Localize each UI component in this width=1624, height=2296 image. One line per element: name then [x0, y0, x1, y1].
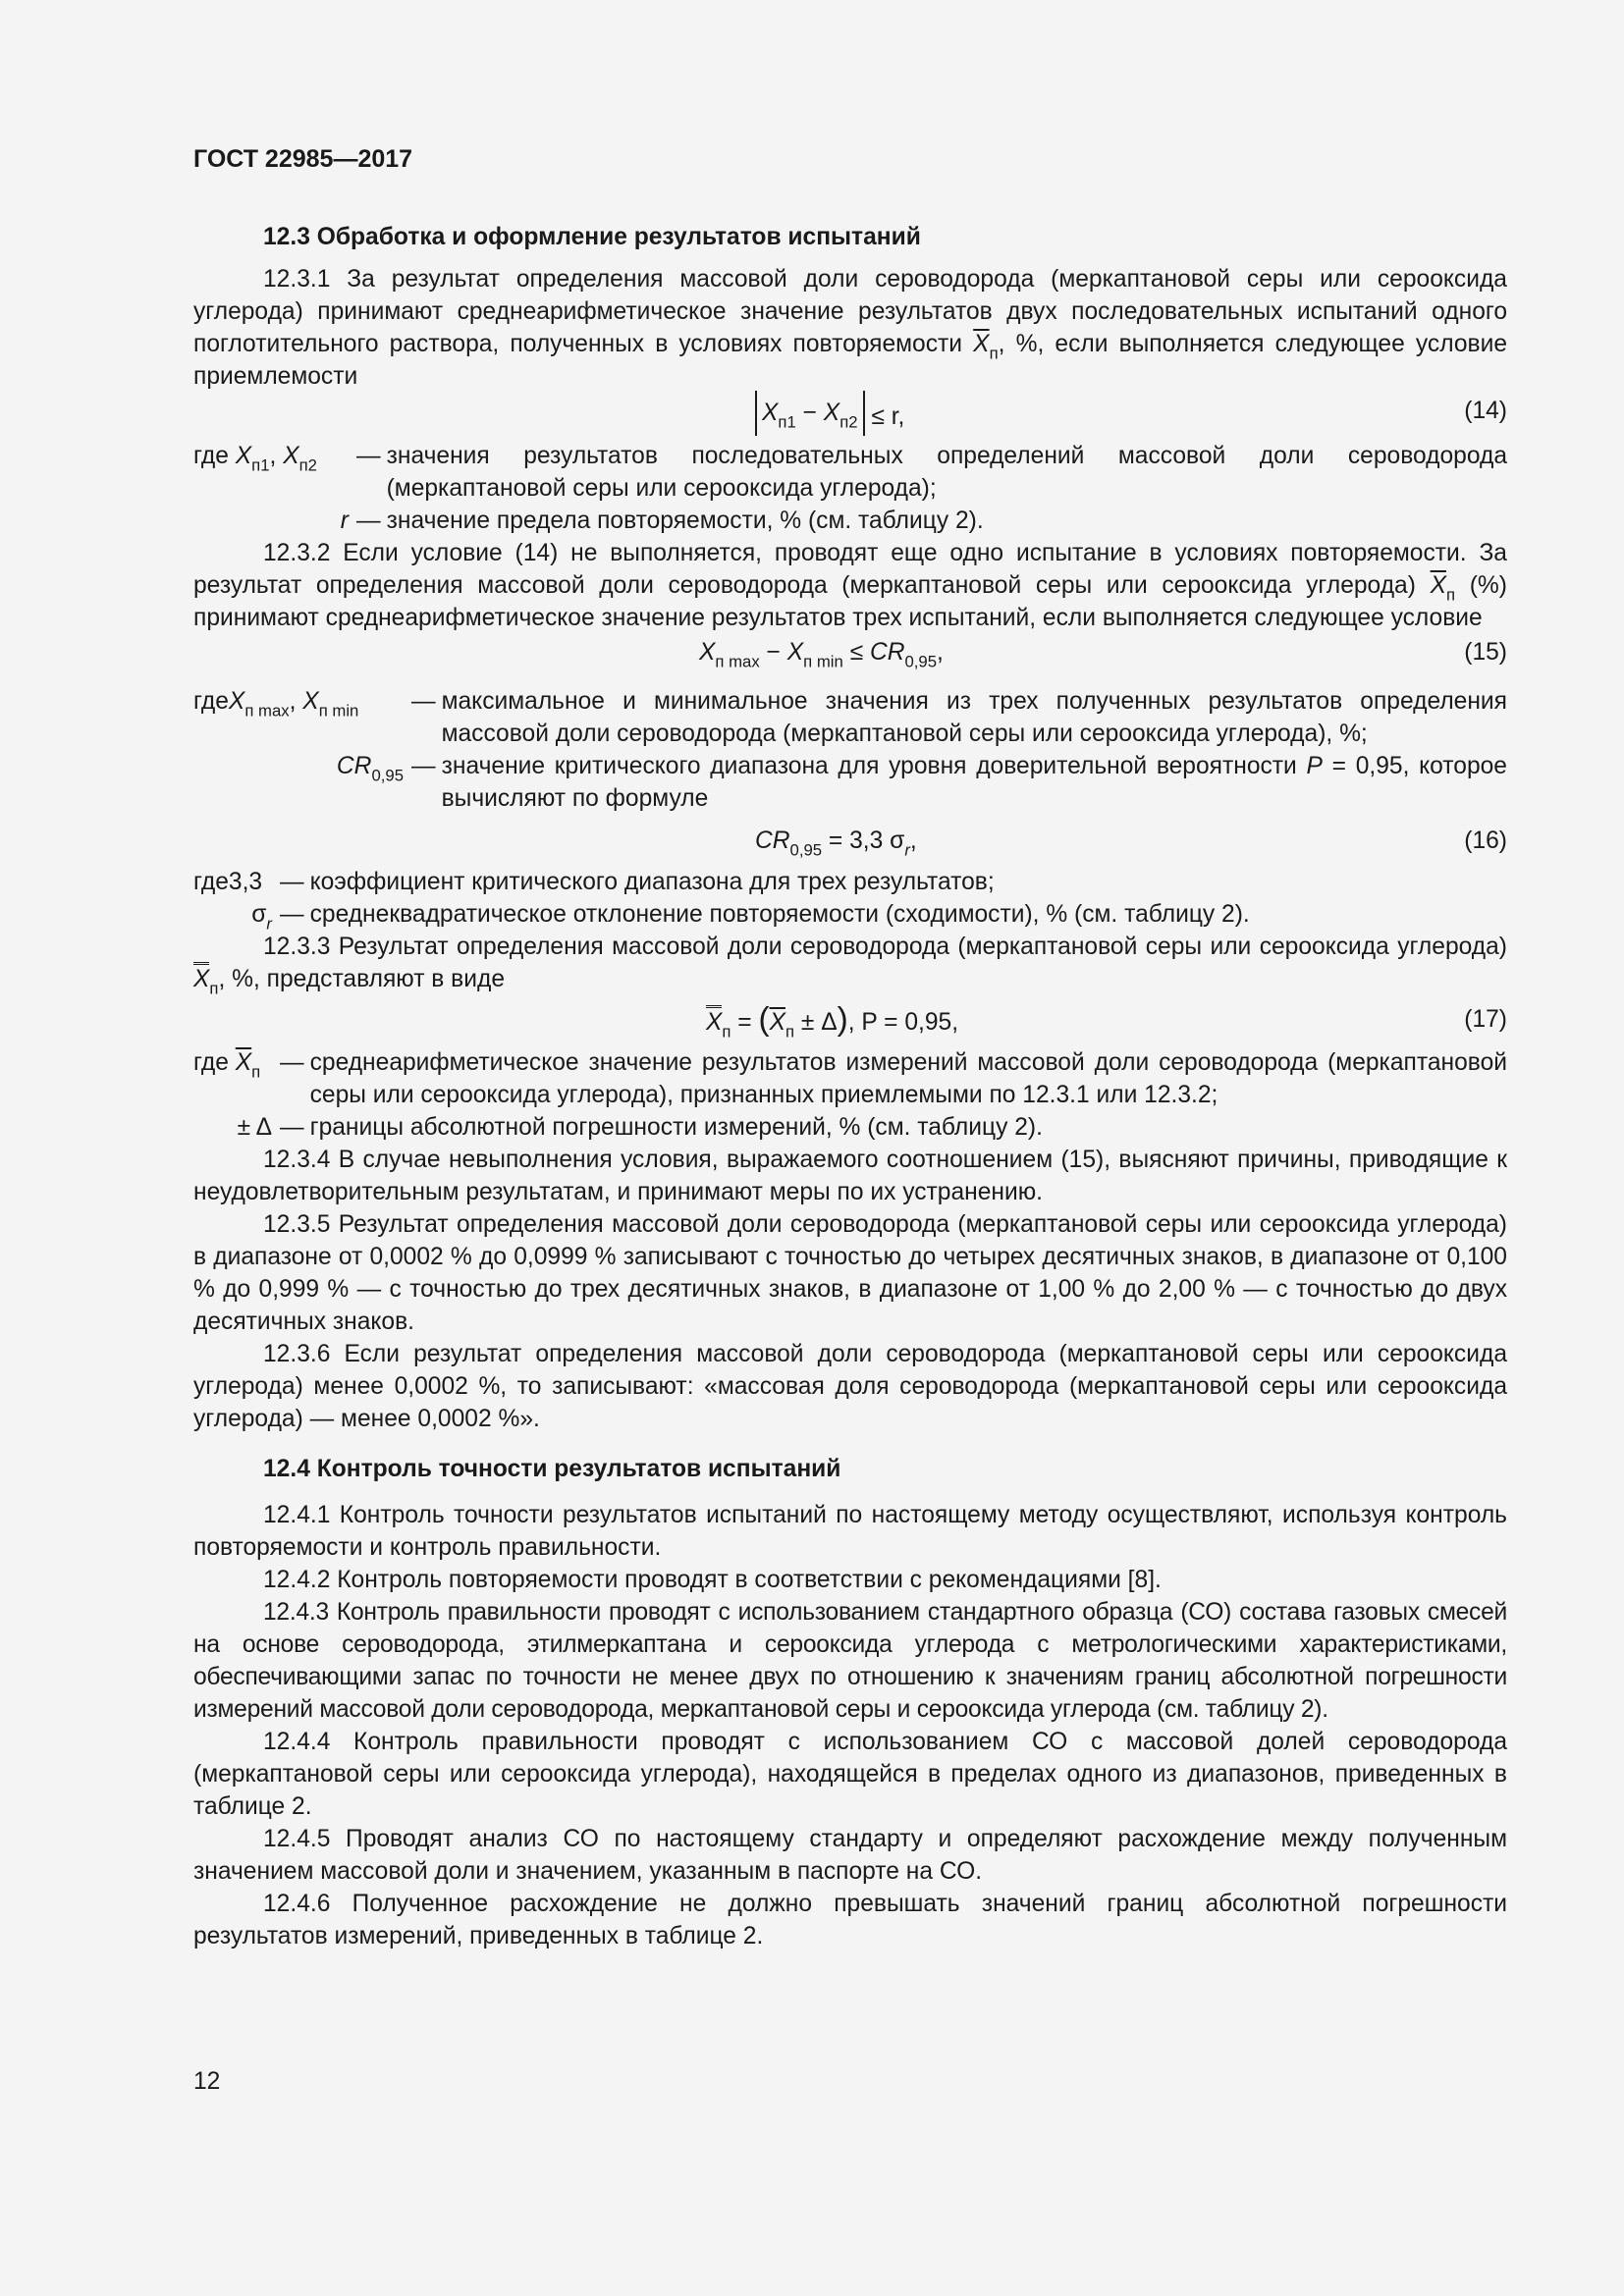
absolute-value-bars: $X_{п1} - X_{п2}$ [755, 391, 865, 436]
paragraph-12-4-6: 12.4.6 Полученное расхождение не должно превышать значений границ абсолютной погрешности результатов измерений, приведенных в таблице 2. [193, 1891, 1507, 1949]
where-15-desc-2: значение критического диапазона для уровня доверительной вероятности P = 0,95, которое вычисляют по формуле [441, 753, 1507, 812]
paragraph-12-4-5: 12.4.5 Проводят анализ СО по настоящему стандарту и определяют расхождение между полученным значением массовой доли и значением, указанным в паспорте на СО. [193, 1826, 1507, 1885]
formula-14 [193, 395, 1507, 432]
paragraph-12-3-3: 12.3.3 Результат определения массовой доли сероводорода (меркаптановой серы или серооксида углерода) $X_п$, %, представляют в виде [193, 934, 1507, 998]
where-17-desc-2: границы абсолютной погрешности измерений, % (см. таблицу 2). [309, 1114, 1043, 1141]
formula-15: $X_{п max} - X_{п min} \le CR_{0,95}$, (15) [193, 636, 1507, 673]
formula-number-16: (16) [1464, 828, 1507, 854]
formula-16: $CR_{0,95} = 3,3$ $\sigma_r$, (16) [193, 825, 1507, 862]
paragraph-12-4-2: 12.4.2 Контроль повторяемости проводят в соответствии с рекомендациями [8]. [263, 1567, 1162, 1593]
section-title-12-3: 12.3 Обработка и оформление результатов испытаний [263, 224, 921, 250]
symbol-x-mean: $\overline{X}$ [973, 331, 990, 357]
where-17-desc-1: среднеарифметическое значение результатов измерений массовой доли сероводорода (меркаптановой серы или серооксида углерода), признанных приемлемыми по 12.3.1 или 12.3.2; [309, 1049, 1507, 1108]
paragraph-12-3-6: 12.3.6 Если результат определения массовой доли сероводорода (меркаптановой серы или серооксида углерода) менее 0,0002 %, то записывают: «массовая доля сероводорода (меркаптановой серы или серооксида углерода) — менее 0,0002 %». [193, 1341, 1507, 1432]
where-block-17: где $\overline{X}_п$ — среднеарифметическое значение результатов измерений массовой доли сероводорода (меркаптановой серы или серооксида углерода), признанных приемлемыми по 12.3.1 или 12.3.2; ± Δ — границы абсолютной погрешности измерений, % (см. таблицу 2). [193, 1046, 1507, 1144]
where-block-14: где $X_{п1}$, $X_{п2}$ — значения результатов последовательных определений массовой доли сероводорода (меркаптановой серы или серооксида углерода); r — значение предела повторяемости, % (см. таблицу 2). [193, 440, 1507, 537]
standard-header: ГОСТ 22985—2017 [193, 145, 413, 173]
page-number: 12 [193, 2068, 221, 2095]
formula-number-17: (17) [1464, 1006, 1507, 1033]
section-title-12-4: 12.4 Контроль точности результатов испытаний [263, 1456, 841, 1482]
paragraph-12-3-2: 12.3.2 Если условие (14) не выполняется, проводят еще одно испытание в условиях повторяемости. За результат определения массовой доли сероводорода (меркаптановой серы или серооксида углерода) $\overline{X}_п$ (%) принимают среднеарифметическое значение результатов трех испытаний, если выполняется следующее условие [193, 540, 1507, 631]
where-16-desc-1: коэффициент критического диапазона для трех результатов; [309, 869, 995, 895]
paragraph-12-3-4: 12.3.4 В случае невыполнения условия, выражаемого соотношением (15), выясняют причины, приводящие к неудовлетворительным результатам, и принимают меры по их устранению. [193, 1147, 1507, 1205]
where-14-desc-2: значение предела повторяемости, % (см. таблицу 2). [386, 507, 984, 534]
paragraph-12-4-1: 12.4.1 Контроль точности результатов испытаний по настоящему методу осуществляют, используя контроль повторяемости и контроль правильности. [193, 1502, 1507, 1561]
where-block-15: гдеX$_{п max}$, $X_{п min}$ — максимальное и минимальное значения из трех полученных результатов определения массовой доли сероводорода (меркаптановой серы или серооксида углерода), %; $CR_{0,95}$ — значение критического диапазона для уровня доверительной вероятности P = 0,95, которое вычисляют по формуле [193, 685, 1507, 815]
formula-number-14: (14) [1464, 398, 1507, 424]
paragraph-12-3-1: 12.3.1 За результат определения массовой доли сероводорода (меркаптановой серы или серооксида углерода) принимают среднеарифметическое значение результатов двух последовательных испытаний одного поглотительного раствора, полученных в условиях повторяемости $\overline{X}_п$, %, если выполняется следующее условие приемлемости [193, 266, 1508, 390]
formula-14-tail: ≤ r, [864, 403, 905, 430]
where-14-desc-1: значения результатов последовательных определений массовой доли сероводорода (меркаптановой серы или серооксида углерода); [386, 443, 1507, 502]
paragraph-12-3-5: 12.3.5 Результат определения массовой доли сероводорода (меркаптановой серы или серооксида углерода) в диапазоне от 0,0002 % до 0,0999 % записывают с точностью до четырех десятичных знаков, в диапазоне от 0,100 % до 0,999 % — с точностью до трех десятичных знаков, в диапазоне от 1,00 % до 2,00 % — с точностью до двух десятичных знаков. [193, 1211, 1507, 1335]
paragraph-12-4-3: 12.4.3 Контроль правильности проводят с использованием стандартного образца (СО) состава газовых смесей на основе сероводорода, этилмеркаптана и серооксида углерода с метрологическими характеристиками, обеспечивающими запас по точности не менее двух по отношению к значениям границ абсолютной погрешности измерений массовой доли сероводорода, меркаптановой серы и серооксида углерода (см. таблицу 2). [193, 1599, 1507, 1723]
where-16-desc-2: среднеквадратическое отклонение повторяемости (сходимости), % (см. таблицу 2). [309, 901, 1250, 928]
paragraph-12-4-4: 12.4.4 Контроль правильности проводят с использованием СО с массовой долей сероводорода (меркаптановой серы или серооксида углерода), находящейся в пределах одного из диапазонов, приведенных в таблице 2. [193, 1729, 1507, 1820]
page-content [193, 142, 1507, 1952]
where-block-16: где3,3 — коэффициент критического диапазона для трех результатов; $\sigma_r$ — среднеквадратическое отклонение повторяемости (сходимости), % (см. таблицу 2). [193, 866, 1507, 931]
where-15-desc-1: максимальное и минимальное значения из трех полученных результатов определения массовой доли сероводорода (меркаптановой серы или серооксида углерода), %; [441, 688, 1507, 747]
formula-17: $X_п = (\overline{X}_п \pm \Delta)$, P = 0,95, (17) [706, 1001, 1507, 1041]
formula-number-15: (15) [1464, 639, 1507, 666]
